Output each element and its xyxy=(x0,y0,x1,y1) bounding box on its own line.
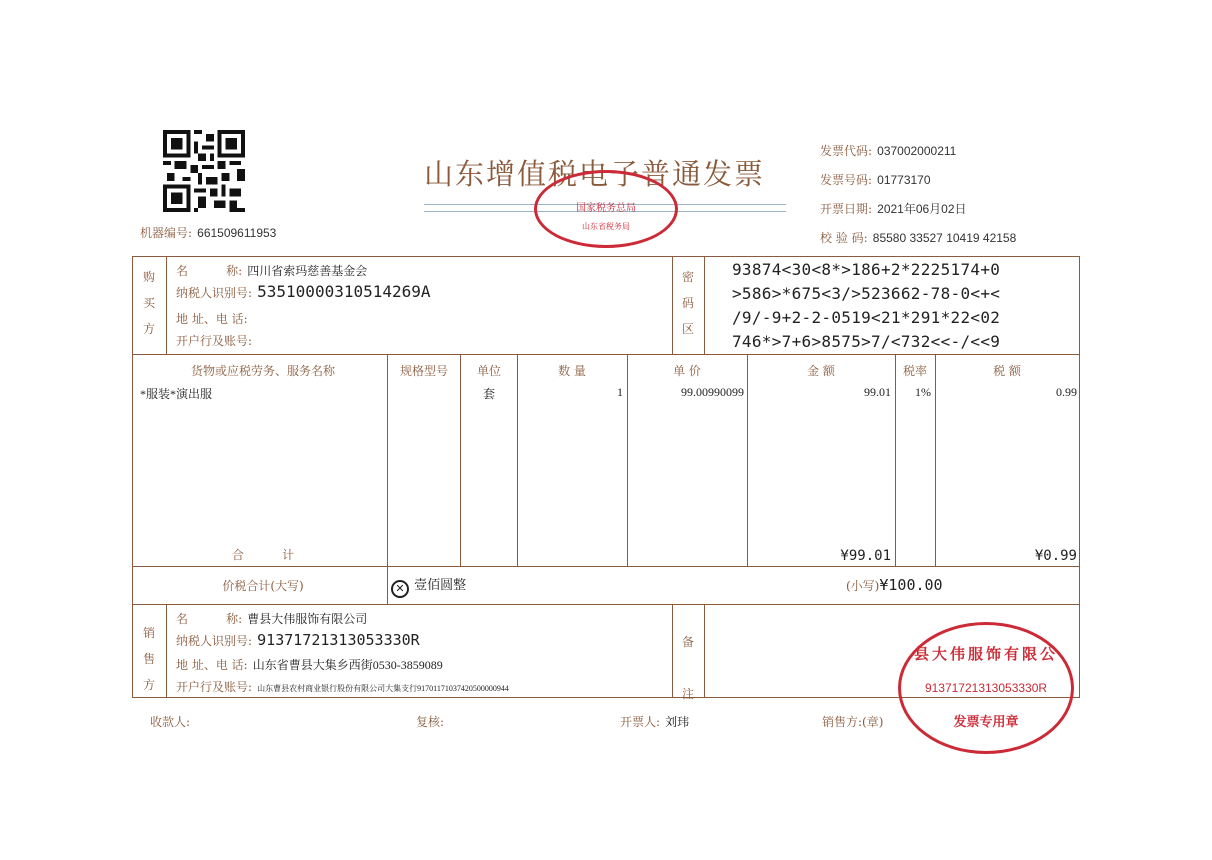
buyer-name: 四川省索玛慈善基金会 xyxy=(247,264,368,278)
total-label: 合 计 xyxy=(231,548,295,562)
reviewer xyxy=(416,711,444,730)
reviewer-label: 复核: xyxy=(416,715,445,729)
invoice-number-value: 01773170 xyxy=(877,173,931,187)
invoice-date-label: 开票日期: xyxy=(820,202,873,216)
item-amount: 99.01 xyxy=(864,385,891,399)
buyer-name-row xyxy=(176,260,666,282)
seller-seal-field xyxy=(822,711,883,730)
item-name: *服装*演出服 xyxy=(140,387,213,401)
invoice-code-value: 037002000211 xyxy=(877,144,957,158)
seller-invoice-stamp xyxy=(898,622,1074,754)
buyer-taxid-label: 纳税人识别号: xyxy=(176,286,253,300)
cipher-line-2: >586>*675<3/>523662-78-0<+< xyxy=(732,284,1001,303)
grand-total-lower xyxy=(846,575,943,594)
seller-stamp-taxid: 91371721313053330R xyxy=(924,681,1048,695)
machine-number xyxy=(140,222,276,241)
col-header-name: 货物或应税劳务、服务名称 xyxy=(190,364,335,378)
total-tax: ¥0.99 xyxy=(1034,548,1077,564)
buyer-address-row xyxy=(176,308,666,330)
payee xyxy=(150,711,190,730)
check-code-value: 85580 33527 10419 42158 xyxy=(872,231,1017,245)
seller-address-label: 地 址、电 话: xyxy=(176,658,248,672)
issuer xyxy=(620,711,689,730)
col-header-amount: 金 额 xyxy=(807,364,835,378)
seller-address: 山东省曹县大集乡西街0530-3859089 xyxy=(252,658,443,672)
grand-total-label: 价税合计(大写) xyxy=(222,579,304,593)
col-header-qty: 数 量 xyxy=(558,364,586,378)
divider-grand-total xyxy=(132,604,1080,605)
seller-bank-row xyxy=(176,676,670,698)
divider-seller-side xyxy=(166,604,167,698)
tax-bureau-stamp-line1: 国家税务总局 xyxy=(576,203,636,214)
buyer-address-label: 地 址、电 话: xyxy=(176,312,248,326)
seller-side-char-3: 方 xyxy=(142,678,155,692)
cipher-area xyxy=(732,258,1000,354)
payee-label: 收款人: xyxy=(150,715,191,729)
col-header-spec: 规格型号 xyxy=(399,364,448,378)
col-divider-4 xyxy=(627,354,628,566)
buyer-bank-label: 开户行及账号: xyxy=(176,334,253,348)
seller-side-char-2: 售 xyxy=(142,652,155,666)
divider-buyer-side xyxy=(166,256,167,354)
col-divider-6 xyxy=(895,354,896,566)
buyer-taxid-row xyxy=(176,282,666,308)
cipher-line-3: /9/-9+2-2-0519<21*291*22<02 xyxy=(732,308,1001,327)
issuer-label: 开票人: xyxy=(620,715,661,729)
divider-buyer xyxy=(132,354,1080,355)
col-divider-5 xyxy=(747,354,748,566)
grand-total-lower-label: (小写) xyxy=(846,579,880,593)
cipher-side-label xyxy=(681,264,695,342)
seller-bank: 山东曹县农村商业银行股份有限公司大集支行91701171037420500000944 xyxy=(257,684,509,693)
seller-info xyxy=(176,608,670,698)
col-divider-3 xyxy=(517,354,518,566)
cipher-line-1: 93874<30<8*>186+2*2225174+0 xyxy=(732,260,1001,279)
issuer-name: 刘玮 xyxy=(665,715,690,729)
divider-cipher-side xyxy=(704,256,705,354)
invoice-meta xyxy=(820,136,1016,252)
grand-total-lower-value: ¥100.00 xyxy=(879,576,943,594)
invoice-title: 山东增值税电子普通发票 xyxy=(424,157,766,191)
item-tax: 0.99 xyxy=(1056,385,1077,399)
buyer-side-char-2: 买 xyxy=(142,296,155,310)
cross-circle-icon: ✕ xyxy=(391,580,409,598)
divider-cipher-left xyxy=(672,256,673,354)
machine-number-value: 661509611953 xyxy=(197,226,277,240)
seller-name: 曹县大伟服饰有限公司 xyxy=(247,612,368,626)
buyer-bank-row xyxy=(176,330,666,352)
seller-stamp-type: 发票专用章 xyxy=(953,715,1019,730)
seller-taxid-label: 纳税人识别号: xyxy=(176,634,253,648)
seller-side-label xyxy=(142,620,156,698)
grand-total-upper-text: 壹佰圆整 xyxy=(414,577,467,592)
invoice-number-label: 发票号码: xyxy=(820,173,873,187)
seller-side-char-1: 销 xyxy=(142,626,155,640)
col-divider-2 xyxy=(460,354,461,566)
remark-side-char-1: 备 xyxy=(681,635,694,649)
item-price: 99.00990099 xyxy=(681,385,744,399)
grand-total-divider xyxy=(387,566,388,604)
check-code-label: 校 验 码: xyxy=(820,231,868,245)
qr-code xyxy=(162,130,246,212)
buyer-side-char-3: 方 xyxy=(142,322,155,336)
seller-name-row xyxy=(176,608,670,630)
seller-bank-label: 开户行及账号: xyxy=(176,680,253,694)
remark-side-char-2: 注 xyxy=(681,687,694,701)
seller-taxid: 91371721313053330R xyxy=(257,631,420,649)
buyer-info xyxy=(176,260,666,352)
divider-total xyxy=(132,566,1080,567)
col-header-rate: 税率 xyxy=(902,364,927,378)
col-header-tax: 税 额 xyxy=(993,364,1021,378)
cipher-line-4: 746*>7+6>8575>7/<732<<-/<<9 xyxy=(732,332,1001,351)
divider-remark-left xyxy=(672,604,673,698)
seller-seal-label: 销售方:(章) xyxy=(822,715,884,729)
col-divider-7 xyxy=(935,354,936,566)
buyer-side-label xyxy=(142,264,156,342)
seller-name-label: 名 称: xyxy=(176,612,243,626)
col-divider-1 xyxy=(387,354,388,566)
col-header-price: 单 价 xyxy=(673,364,701,378)
grand-total-upper xyxy=(391,574,466,598)
cipher-side-char-2: 码 xyxy=(681,296,694,310)
check-code-row xyxy=(820,223,1016,252)
col-header-unit: 单位 xyxy=(476,364,501,378)
buyer-taxid: 53510000310514269A xyxy=(257,282,431,301)
divider-remark-side xyxy=(704,604,705,698)
machine-number-label: 机器编号: xyxy=(140,226,193,240)
seller-taxid-row xyxy=(176,630,670,654)
buyer-side-char-1: 购 xyxy=(142,270,155,284)
cipher-side-char-1: 密 xyxy=(681,270,694,284)
remark-side-label xyxy=(681,616,695,720)
cipher-side-char-3: 区 xyxy=(681,322,694,336)
tax-bureau-stamp xyxy=(534,170,678,248)
invoice-code-row xyxy=(820,136,1016,165)
invoice-date-value: 2021年06月02日 xyxy=(877,202,967,216)
item-unit: 套 xyxy=(482,387,495,401)
seller-address-row xyxy=(176,654,670,676)
tax-bureau-stamp-line2: 山东省税务局 xyxy=(582,222,630,231)
buyer-name-label: 名 称: xyxy=(176,264,243,278)
seller-stamp-name: 县大伟服饰有限公 xyxy=(913,645,1058,663)
item-qty: 1 xyxy=(617,385,623,399)
item-rate: 1% xyxy=(915,385,931,399)
invoice-number-row xyxy=(820,165,1016,194)
invoice-code-label: 发票代码: xyxy=(820,144,873,158)
invoice-date-row xyxy=(820,194,1016,223)
total-amount: ¥99.01 xyxy=(840,548,891,564)
